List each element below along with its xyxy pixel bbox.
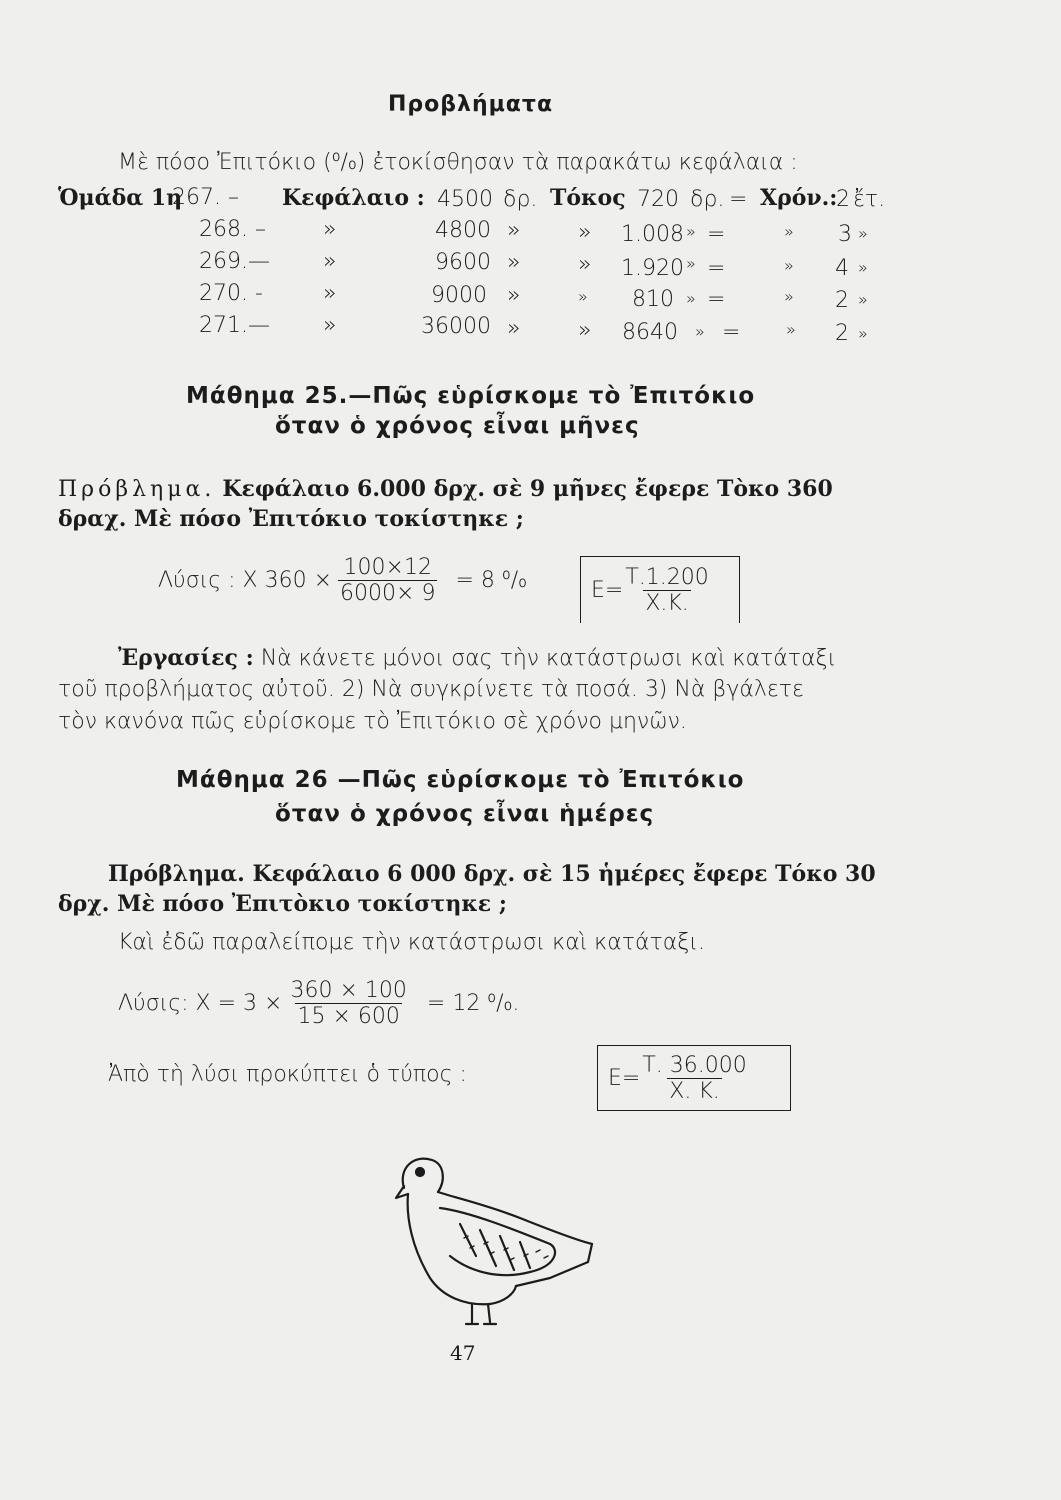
row-time-label: »	[784, 222, 794, 241]
row-time-label: Χρόν.:	[760, 185, 838, 211]
lesson-26-solution	[118, 978, 519, 1029]
row-time-label: »	[784, 256, 794, 275]
row-time: 2	[836, 187, 850, 212]
row-interest-label: »	[578, 287, 588, 306]
lesson-26-problem-line2: δρχ. Μὲ πόσο Ἐπιτὸκιο τοκίστηκε ;	[58, 891, 507, 917]
formula-numerator: Τ.1.200	[625, 564, 709, 590]
row-interest-unit: »	[695, 322, 705, 341]
row-interest-label: »	[578, 220, 592, 245]
row-label: »	[323, 313, 337, 338]
row-time-unit: »	[858, 258, 868, 277]
row-interest: 1.008	[621, 222, 684, 247]
row-interest-label: Τόκος	[550, 185, 626, 211]
row-capital-unit: »	[507, 316, 521, 341]
row-time-label: »	[786, 320, 796, 339]
row-number: 267. –	[172, 185, 239, 210]
row-number: 269.—	[199, 249, 270, 274]
lesson-25-problem-line2: δραχ. Μὲ πόσο Ἐπιτόκιο τοκίστηκε ;	[58, 506, 524, 532]
row-equals: =	[707, 222, 726, 247]
problem-label: Πρόβλημα.	[108, 861, 245, 887]
row-equals: =	[707, 287, 726, 312]
row-interest-label: »	[578, 252, 592, 277]
row-label: Κεφάλαιο :	[282, 185, 425, 211]
formula-fraction	[640, 1053, 748, 1104]
row-time-unit: »	[858, 224, 868, 243]
solution-denominator: 6000× 9	[340, 581, 436, 606]
lesson-26-subheading: ὅταν ὁ χρόνος εἶναι ἡμέρες	[275, 801, 655, 827]
solution-result: = 8 ⁰/₀	[455, 568, 527, 593]
row-interest-unit: »	[686, 222, 696, 241]
row-interest: 720	[637, 187, 679, 212]
lesson-25-tasks-line1	[118, 645, 836, 671]
lesson-25-problem-line1	[58, 476, 833, 502]
row-number: 270. -	[199, 281, 263, 306]
row-capital: 9600	[435, 250, 491, 275]
page-title: Προβλήματα	[388, 92, 554, 117]
row-time-label: »	[784, 287, 794, 306]
row-capital: 4800	[435, 218, 491, 243]
row-number: 271.—	[199, 313, 270, 338]
solution-fraction	[288, 978, 408, 1029]
row-capital: 9000	[431, 283, 487, 308]
formula-denominator: Χ.Κ.	[645, 590, 689, 616]
pigeon-illustration	[380, 1148, 600, 1328]
lesson-25-tasks-line3: τὸν κανόνα πῶς εὑρίσκομε τὸ Ἐπιτόκιο σὲ χρόνο μηνῶν.	[58, 709, 687, 734]
formula-lhs: Ε=	[591, 577, 624, 603]
solution-prefix: Λύσις: Χ = 3 ×	[118, 991, 283, 1016]
row-equals: =	[729, 187, 748, 212]
problem-label: Πρόβλημα.	[58, 477, 216, 502]
row-equals: =	[707, 256, 726, 281]
row-time: 2	[835, 288, 849, 313]
row-capital: 36000	[421, 314, 491, 339]
solution-prefix: Λύσις : Χ 360 ×	[158, 568, 333, 593]
intro-text: Μὲ πόσο Ἐπιτόκιο (⁰/₀) ἐτοκίσθησαν τὰ παρακάτω κεφάλαια :	[118, 150, 798, 175]
row-time-unit: »	[858, 324, 868, 343]
row-time-unit: »	[858, 290, 868, 309]
solution-numerator: 360 × 100	[290, 978, 407, 1003]
lesson-26-problem-line1	[108, 861, 876, 887]
row-label: »	[323, 281, 337, 306]
solution-numerator: 100×12	[343, 555, 432, 580]
lesson-25-tasks-line2: τοῦ προβλήματος αὐτοῦ. 2) Νὰ συγκρίνετε τὰ ποσά. 3) Νὰ βγάλετε	[58, 677, 804, 702]
lesson-26-formula-intro: Ἀπὸ τὴ λύσι προκύπτει ὁ τύπος :	[108, 1062, 467, 1087]
formula-fraction	[623, 565, 710, 616]
problem-text: Κεφάλαιο 6.000 δρχ. σὲ 9 μῆνες ἔφερε Τὸκο 360	[222, 476, 833, 502]
row-capital: 4500	[437, 187, 493, 212]
row-interest: 810	[632, 287, 674, 312]
row-interest-unit: δρ.	[690, 187, 725, 212]
row-time-unit: ἔτ.	[853, 187, 886, 212]
page-number: 47	[450, 1341, 476, 1365]
lesson-26-formula-box	[597, 1045, 791, 1111]
row-label: »	[323, 249, 337, 274]
formula-denominator: Χ. Κ.	[669, 1078, 720, 1104]
group-label: Ὁμάδα 1η	[58, 185, 183, 211]
row-capital-unit: »	[507, 283, 521, 308]
row-interest-unit: »	[686, 254, 696, 273]
problem-text: Κεφάλαιο 6 000 δρχ. σὲ 15 ἡμέρες ἔφερε Τόκο 30	[252, 861, 876, 887]
row-time: 4	[835, 256, 849, 281]
row-number: 268. –	[199, 217, 266, 242]
tasks-text: Νὰ κάνετε μόνοι σας τὴν κατάστρωσι καὶ κατάταξι	[260, 646, 837, 671]
row-interest-unit: »	[686, 289, 696, 308]
row-label: »	[323, 217, 337, 242]
solution-denominator: 15 × 600	[297, 1004, 400, 1029]
row-interest: 8640	[622, 320, 678, 345]
lesson-25-subheading: ὅταν ὁ χρόνος εἶναι μῆνες	[275, 413, 640, 439]
row-capital-unit: »	[507, 218, 521, 243]
tasks-label: Ἐργασίες :	[118, 645, 254, 671]
formula-lhs: Ε=	[608, 1065, 641, 1091]
row-interest-label: »	[578, 318, 592, 343]
row-capital-unit: »	[507, 250, 521, 275]
row-interest: 1.920	[621, 256, 684, 281]
lesson-25-solution	[158, 555, 527, 606]
formula-numerator: Τ. 36.000	[642, 1052, 747, 1078]
solution-fraction	[338, 555, 437, 606]
row-equals: =	[722, 320, 741, 345]
solution-result: = 12 ⁰/₀.	[426, 991, 520, 1016]
lesson-25-heading: Μάθημα 25.—Πῶς εὑρίσκομε τὸ Ἐπιτόκιο	[186, 383, 756, 409]
lesson-26-heading: Μάθημα 26 —Πῶς εὑρίσκομε τὸ Ἐπιτόκιο	[176, 767, 745, 793]
row-capital-unit: δρ.	[503, 187, 538, 212]
lesson-26-note: Καὶ ἐδῶ παραλείπομε τὴν κατάστρωσι καὶ κατάταξι.	[118, 930, 706, 955]
lesson-25-formula-box	[580, 556, 740, 623]
row-time: 2	[835, 321, 849, 346]
row-time: 3	[838, 222, 852, 247]
